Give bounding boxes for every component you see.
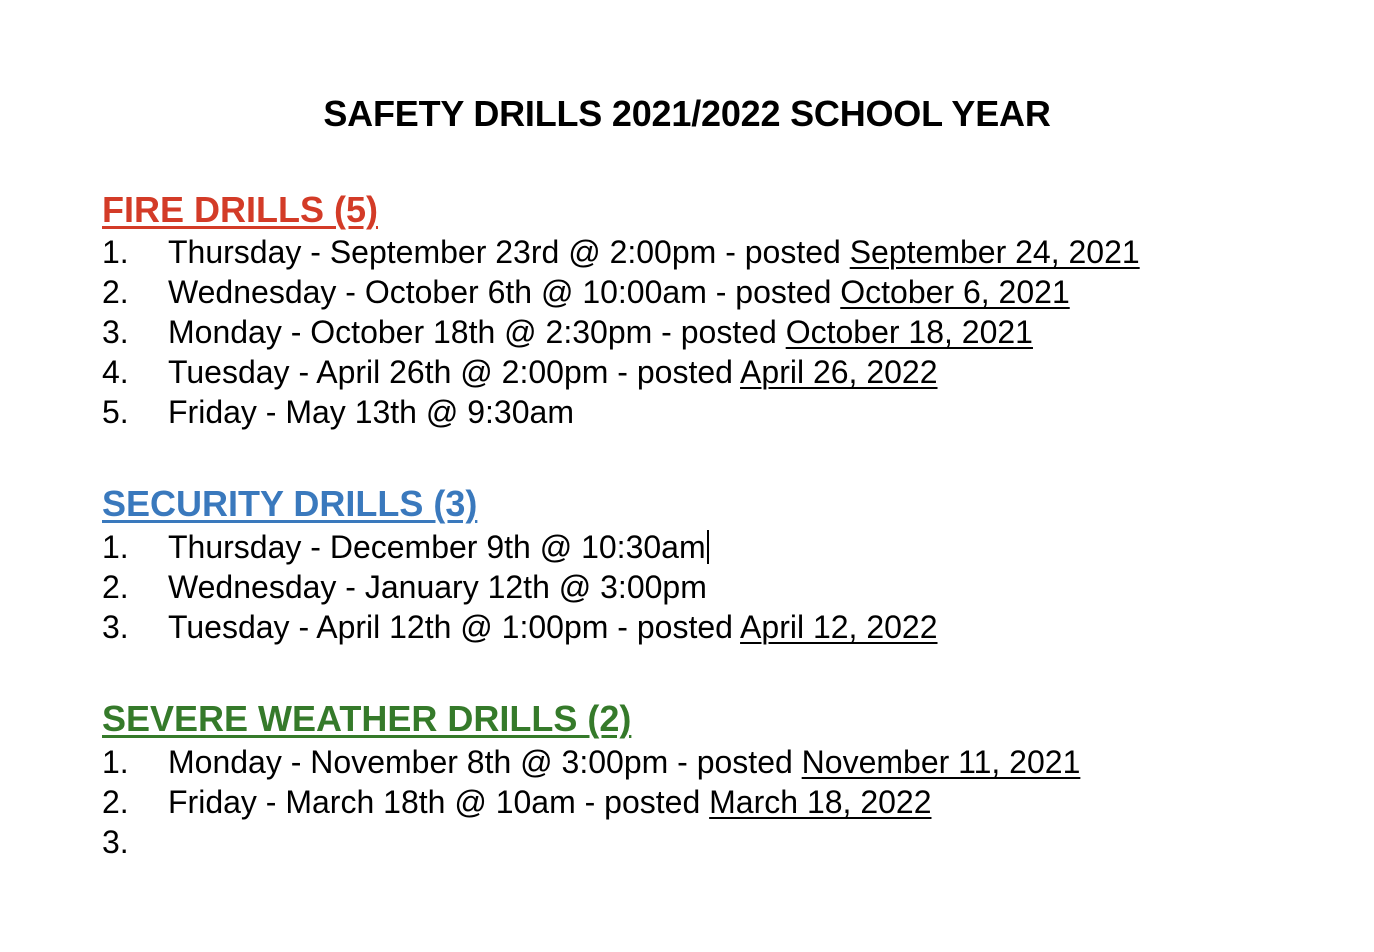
item-number: 1. <box>102 529 129 565</box>
item-number: 2. <box>102 569 129 605</box>
item-text: Tuesday - April 12th @ 1:00pm - posted <box>168 609 741 645</box>
item-number: 3. <box>102 314 129 350</box>
fire-drills-list <box>102 232 1140 432</box>
posted-date-link[interactable]: April 26, 2022 <box>740 354 938 390</box>
item-text: Wednesday - January 12th @ 3:00pm <box>168 569 707 605</box>
item-text: Tuesday - April 26th @ 2:00pm - posted <box>168 354 741 390</box>
item-text: Monday - November 8th @ 3:00pm - posted <box>168 744 802 780</box>
list-item <box>102 312 1140 352</box>
item-text: Monday - October 18th @ 2:30pm - posted <box>168 314 786 350</box>
item-number: 3. <box>102 609 129 645</box>
item-number: 4. <box>102 354 129 390</box>
item-text[interactable]: Thursday - December 9th @ 10:30am <box>168 529 706 565</box>
posted-date-link[interactable]: October 6, 2021 <box>840 274 1070 310</box>
list-item <box>102 742 1080 782</box>
posted-date-link[interactable]: April 12, 2022 <box>740 609 938 645</box>
list-item <box>102 352 1140 392</box>
list-item <box>102 782 1080 822</box>
list-item <box>102 567 938 607</box>
item-number: 2. <box>102 274 129 310</box>
item-text: Thursday - September 23rd @ 2:00pm - posted <box>168 234 850 270</box>
item-number: 5. <box>102 394 129 430</box>
fire-drills-heading: FIRE DRILLS (5) <box>102 189 378 230</box>
list-item <box>102 392 1140 432</box>
severe-weather-drills-list <box>102 742 1080 862</box>
security-drills-list <box>102 527 938 647</box>
severe-weather-drills-heading: SEVERE WEATHER DRILLS (2) <box>102 698 632 739</box>
item-number: 1. <box>102 234 129 270</box>
list-item <box>102 232 1140 272</box>
item-number: 3. <box>102 824 129 860</box>
posted-date-link[interactable]: March 18, 2022 <box>709 784 932 820</box>
text-cursor <box>707 530 709 564</box>
item-number: 1. <box>102 744 129 780</box>
item-text: Wednesday - October 6th @ 10:00am - posted <box>168 274 841 310</box>
page-title: SAFETY DRILLS 2021/2022 SCHOOL YEAR <box>323 93 1051 134</box>
list-item <box>102 527 938 567</box>
list-item <box>102 822 1080 862</box>
posted-date-link[interactable]: October 18, 2021 <box>785 314 1033 350</box>
item-text: Friday - March 18th @ 10am - posted <box>168 784 710 820</box>
item-text: Friday - May 13th @ 9:30am <box>168 394 574 430</box>
posted-date-link[interactable]: November 11, 2021 <box>801 744 1081 780</box>
list-item <box>102 607 938 647</box>
list-item <box>102 272 1140 312</box>
posted-date-link[interactable]: September 24, 2021 <box>849 234 1140 270</box>
security-drills-heading: SECURITY DRILLS (3) <box>102 483 478 524</box>
item-number: 2. <box>102 784 129 820</box>
